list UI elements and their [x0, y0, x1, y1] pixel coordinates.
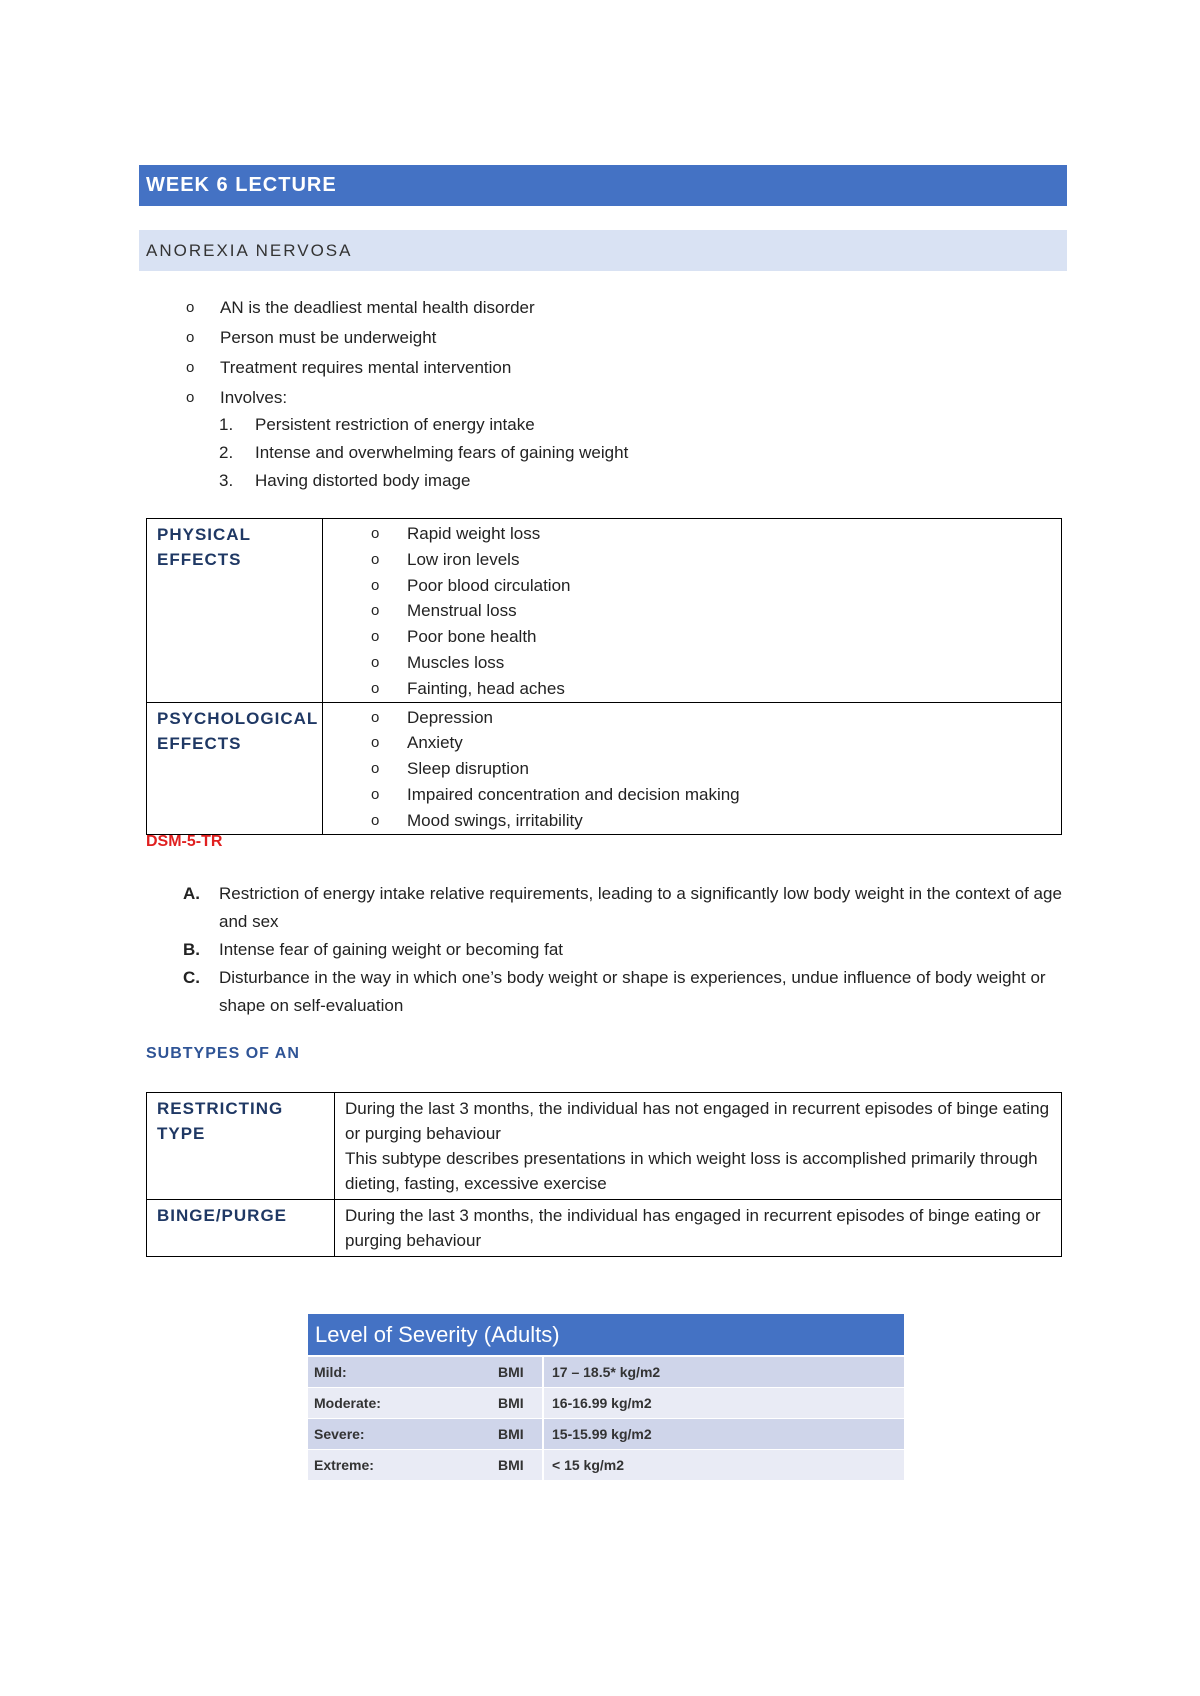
list-item: o Anxiety	[371, 733, 463, 753]
list-item: o Involves:	[186, 383, 535, 413]
lecture-title: WEEK 6 LECTURE	[139, 165, 1067, 206]
effects-table	[146, 518, 1062, 835]
list-item: o Impaired concentration and decision making	[371, 784, 740, 804]
list-item: o Low iron levels	[371, 549, 520, 569]
dsm-label: DSM-5-TR	[146, 833, 223, 850]
table-row: Extreme: BMI < 15 kg/m2	[308, 1450, 904, 1481]
table-row: Severe: BMI 15-15.99 kg/m2	[308, 1419, 904, 1450]
list-item: o Mood swings, irritability	[371, 810, 583, 830]
list-item: o Muscles loss	[371, 652, 505, 672]
subtypes-table	[146, 1092, 1062, 1257]
list-item: 1. Persistent restriction of energy intake	[219, 415, 535, 434]
list-item: C. Disturbance in the way in which one’s body weight or shape is experiences, undue influence of body weight or shape on self-evaluation	[183, 968, 1046, 1015]
table-row: Mild: BMI 17 – 18.5* kg/m2	[308, 1357, 904, 1388]
row-heading-restricting: RESTRICTING TYPE	[147, 1093, 335, 1200]
list-item: o Poor blood circulation	[371, 575, 571, 595]
list-item: o Poor bone health	[371, 627, 537, 647]
list-item: o AN is the deadliest mental health disorder	[186, 293, 535, 323]
row-heading-physical: PHYSICAL EFFECTS	[147, 519, 323, 703]
dsm-criteria-list	[183, 880, 1063, 1020]
severity-title: Level of Severity (Adults)	[308, 1314, 904, 1357]
list-item: o Treatment requires mental intervention	[186, 353, 535, 383]
physical-effects-list	[323, 519, 1061, 702]
table-row-binge-purge	[147, 1200, 1062, 1257]
bullet-marker: o	[186, 299, 195, 316]
list-item: 3. Having distorted body image	[219, 471, 471, 490]
table-row-psychological	[147, 702, 1062, 834]
table-row-physical	[147, 519, 1062, 703]
involves-numbered-list	[219, 411, 628, 495]
binge-purge-description: During the last 3 months, the individual has engaged in recurrent episodes of binge eating or purging behaviour	[335, 1200, 1062, 1257]
list-item: 2. Intense and overwhelming fears of gaining weight	[219, 443, 629, 462]
bullet-marker: o	[186, 329, 195, 346]
bullet-marker: o	[186, 389, 195, 406]
list-item: o Depression	[371, 707, 493, 727]
list-item: B. Intense fear of gaining weight or becoming fat	[183, 940, 563, 959]
bullet-marker: o	[186, 359, 195, 376]
psychological-effects-cell	[323, 702, 1062, 834]
list-item: o Fainting, head aches	[371, 678, 565, 698]
list-item: A. Restriction of energy intake relative requirements, leading to a significantly low body weight in the context of age and sex	[183, 884, 1062, 931]
row-heading-psychological: PSYCHOLOGICAL EFFECTS	[147, 702, 323, 834]
intro-bullet-list	[186, 293, 535, 413]
row-heading-binge-purge: BINGE/PURGE	[147, 1200, 335, 1257]
severity-table	[308, 1314, 904, 1481]
list-item: o Person must be underweight	[186, 323, 535, 353]
subtypes-heading: SUBTYPES OF AN	[146, 1045, 300, 1062]
list-item: o Menstrual loss	[371, 601, 517, 621]
list-item: o Rapid weight loss	[371, 524, 541, 543]
table-row: Moderate: BMI 16-16.99 kg/m2	[308, 1388, 904, 1419]
section-title: ANOREXIA NERVOSA	[139, 230, 1067, 271]
psychological-effects-list	[323, 703, 1061, 834]
list-item: o Sleep disruption	[371, 759, 529, 779]
restricting-description: During the last 3 months, the individual has not engaged in recurrent episodes of binge eating or purging behaviour This subtype describes presentations in which weight loss is accomplished primarily through dieting, fasting, excessive exercise	[335, 1093, 1062, 1200]
physical-effects-cell	[323, 519, 1062, 703]
table-row-restricting	[147, 1093, 1062, 1200]
